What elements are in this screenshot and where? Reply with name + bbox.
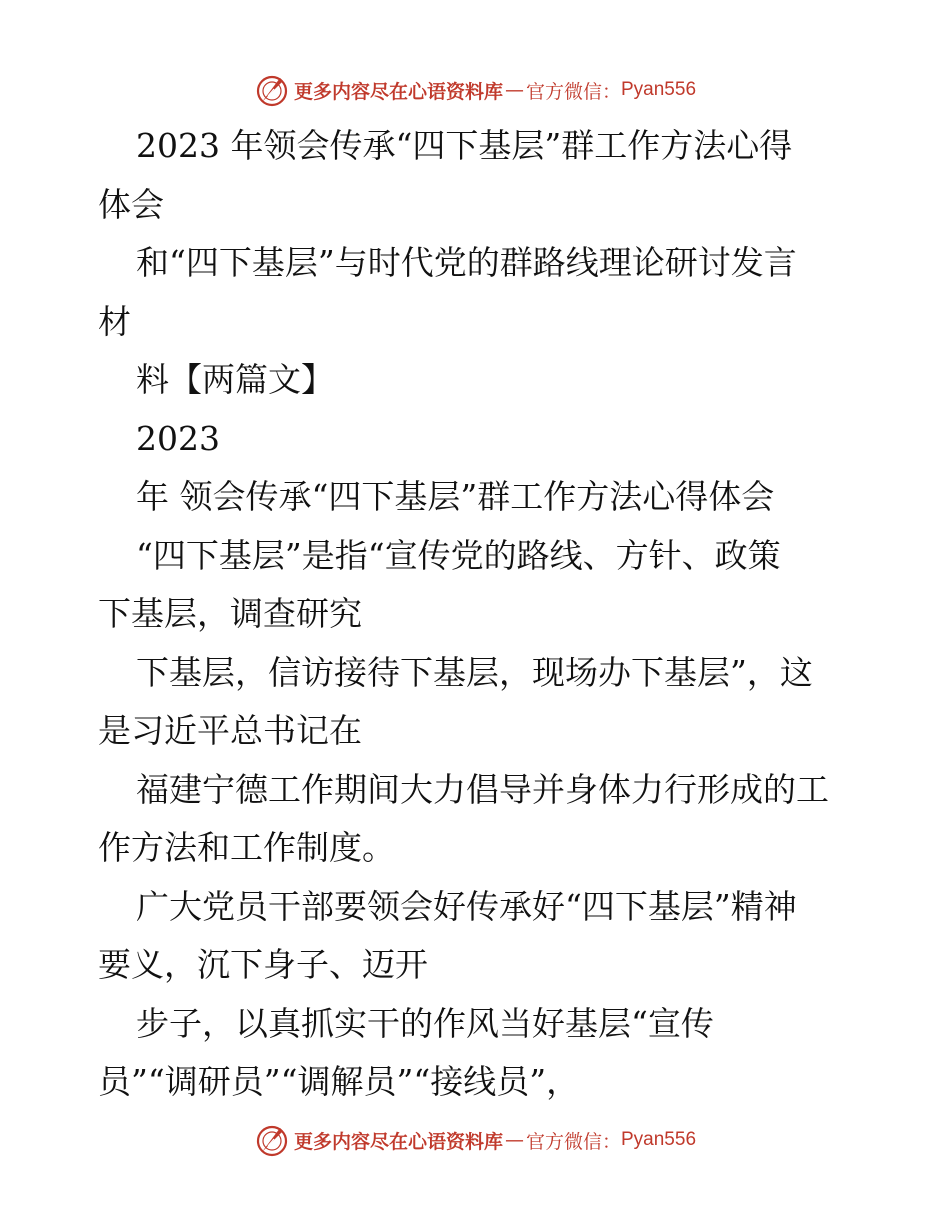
text-line: 下基层，调查研究	[98, 594, 362, 633]
text-line: 料【两篇文】	[136, 360, 334, 399]
quill-circle-icon	[254, 72, 290, 108]
watermark-text: 更多内容尽在心语资料库	[293, 1130, 503, 1153]
text-line: 广大党员干部要领会好传承好“四下基层”精神	[136, 886, 797, 926]
watermark-dash: —	[504, 1129, 524, 1151]
watermark-text: 更多内容尽在心语资料库	[293, 80, 503, 103]
text-line: 步子，以真抓实干的作风当好基层“宣传	[136, 1003, 714, 1043]
quill-circle-icon	[254, 1122, 290, 1158]
text-line: 和“四下基层”与时代党的群路线理论研讨发言	[136, 243, 797, 282]
text-line: 作方法和工作制度。	[98, 828, 395, 867]
text-line: 体会	[98, 184, 164, 224]
text-line: 材	[98, 301, 131, 341]
watermark-wechat-id: Pyan556	[621, 1129, 697, 1150]
text-line: “四下基层”是指“宣传党的路线、方针、政策	[136, 535, 781, 575]
text-line: 下基层，信访接待下基层，现场办下基层”，这	[136, 652, 813, 692]
text-line: 员”“调研员”“调解员”“接线员”，	[98, 1062, 580, 1101]
text-line: 是习近平总书记在	[98, 711, 362, 750]
watermark-wechat-id: Pyan556	[621, 79, 697, 100]
watermark-wechat-label: 官方微信：	[525, 1130, 621, 1153]
text-line: 年 领会传承“四下基层”群工作方法心得体会	[136, 477, 775, 516]
text-line: 福建宁德工作期间大力倡导并身体力行形成的工	[136, 769, 829, 809]
watermark-wechat-label: 官方微信：	[525, 80, 621, 103]
document-body	[98, 117, 858, 1112]
text-line: 要义，沉下身子、迈开	[98, 945, 428, 984]
watermark-footer	[0, 1120, 950, 1160]
watermark-dash: —	[504, 79, 524, 101]
watermark-header	[0, 70, 950, 110]
text-line: 2023 年领会传承“四下基层”群工作方法心得	[136, 126, 793, 165]
text-line: 2023	[136, 418, 220, 458]
